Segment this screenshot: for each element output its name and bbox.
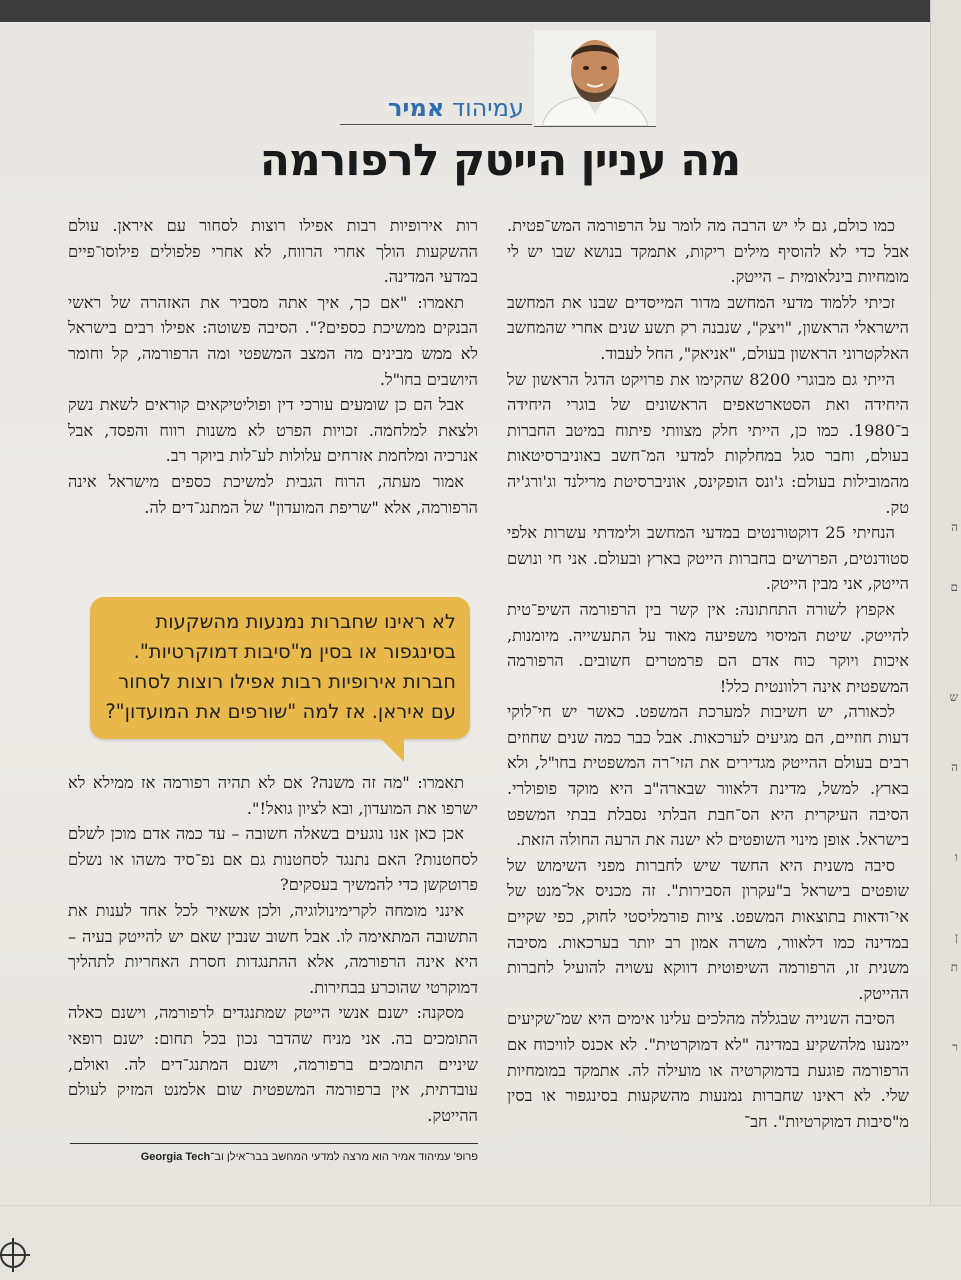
byline-box bbox=[340, 92, 532, 125]
article-column-right bbox=[507, 213, 909, 1134]
article-column-left-top bbox=[68, 213, 478, 520]
paragraph: הסיבה השנייה שבגללה מהלכים עלינו אימים היא שמ־שקיעים יימנעו מלהשקיע במדינה "לא דמוקרטית". לא אכנס לוויכוח אם הרפורמה פוגעת בדמוקרטיה או מועילה לה. אתמקד במומחיות שלי. לא ראינו שחברות נמנעות מהשקעות בסינגפור או בסין מ"סיבות דמוקרטיות". חב־ bbox=[507, 1009, 909, 1131]
pull-quote-text: לא ראינו שחברות נמנעות מהשקעות בסינגפור או בסין מ"סיבות דמוקרטיות". חברות אירופיות רבות אפילו רוצות לסחור עם איראן. אז למה "שורפים את המועדון"? bbox=[105, 610, 456, 723]
paragraph: זכיתי ללמוד מדעי המחשב מדור המייסדים שבנו את המחשב הישראלי הראשון, "ויצק", שנבנה רק תשע שנים אחרי שהמחשב האלקטרוני הראשון בעולם, "אניאק", החל לעבוד. bbox=[507, 292, 909, 363]
footnote-text: פרופ' עמיהוד אמיר הוא מרצה למדעי המחשב בבר־אילן וב־ bbox=[210, 1151, 478, 1163]
author-footnote bbox=[70, 1150, 478, 1164]
paragraph: אקפוץ לשורה התחתונה: אין קשר בין הרפורמה השיפ־טית להייטק. שיטת המיסוי משפיעה מאוד על התעשייה. מיומנות, איכות ויוקר כוח אדם הם פרמטרים חשובים. הרפורמה המשפטית אינה רלוונטית כלל! bbox=[507, 599, 909, 696]
paragraph: אמור מעתה, הרוח הגבית למשיכת כספים מישראל אינה הרפורמה, אלא "שריפת המועדון" של המתנג־דים לה. bbox=[68, 471, 478, 517]
paragraph: אינני מומחה לקרימינולוגיה, ולכן אשאיר לכל אחד לענות את התשובה המתאימה לו. אבל חשוב שנבין שאם יש להייטק בעיה – היא אינה הרפורמה, אלא ההתנגדות חסרת האחריות לתהליך דמוקרטי שהוכרע בבחירות. bbox=[68, 900, 478, 997]
edge-fragment: ה bbox=[951, 520, 958, 534]
article-headline: מה עניין הייטק לרפורמה bbox=[259, 135, 741, 186]
paragraph: מסקנה: ישנם אנשי הייטק שמתנגדים לרפורמה, וישנם כאלה התומכים בה. אני מניח שהדבר נכון בכל תחום: ישנם רופאי שיניים התומכים ברפורמה, וישנם המתנג־דים לה. ואולם, עובדתית, אין ברפורמה המשפטית שום אלמנט המזיק לעולם ההייטק. bbox=[68, 1003, 478, 1125]
author-photo bbox=[534, 30, 656, 127]
footnote-institution: Georgia Tech bbox=[140, 1151, 211, 1163]
pull-quote-box bbox=[90, 597, 470, 739]
paragraph: אכן כאן אנו נוגעים בשאלה חשובה – עד כמה אדם מוכן לשלם לסחטנות? האם נתנגד לסחטנות גם אם נפ־סיד משהו או נשלם פרוטקשן כדי להמשיך בעסקים? bbox=[68, 824, 478, 895]
paragraph: לכאורה, יש חשיבות למערכת המשפט. כאשר יש חי־לוקי דעות חוזיים, הם מגיעים לערכאות. אבל כבר כמה שנים שחוזים רבים בעולם ההייטק מגדירים את הזי־רה המשפטית בחו"ל, ולא בארץ. למשל, מדינת דלאוור שבארה"ב היא מוקד פופולרי. הסיבה העיקרית היא הס־חבת הבלתי נסבלת בבתי המשפט בישראל. אופן מינוי השופטים לא ישנה את הרעה החולה הזאת. bbox=[507, 702, 909, 850]
edge-fragment: ש bbox=[949, 690, 958, 704]
pull-quote-tail bbox=[378, 736, 404, 762]
edge-fragment: ר bbox=[952, 1040, 958, 1054]
author-portrait-icon bbox=[534, 30, 656, 126]
page-bottom-margin bbox=[0, 1205, 961, 1280]
edge-fragment: ת bbox=[950, 960, 958, 974]
paragraph: הנחיתי 25 דוקטורנטים במדעי המחשב ולימדתי עשרות אלפי סטודנטים, הפרושים בחברות הייטק בארץ ובעולם. אני חי ונושם הייטק, אני מבין הייטק. bbox=[507, 523, 909, 594]
paragraph: תאמרו: "מה זה משנה? אם לא תהיה רפורמה אז ממילא לא ישרפו את המועדון, ובא לציון גואל!". bbox=[68, 773, 478, 818]
edge-fragment: ם bbox=[950, 580, 958, 594]
registration-mark-icon bbox=[0, 1242, 26, 1268]
author-first-name: עמיהוד bbox=[451, 94, 524, 122]
paragraph: תאמרו: "אם כך, איך אתה מסביר את האזהרה של ראשי הבנקים ממשיכת כספים?". הסיבה פשוטה: אפילו רבים בישראל לא ממש מבינים מה המצב המשפטי ומה הרפורמה, קל וחומר היושבים בחו"ל. bbox=[68, 292, 478, 389]
paragraph: רות אירופיות רבות אפילו רוצות לסחור עם איראן. עולם ההשקעות הולך אחרי הרווח, לא אחרי פלפולים פילוסו־פיים במדעי המדינה. bbox=[68, 216, 478, 287]
article-column-left-bottom bbox=[68, 770, 478, 1128]
edge-fragment: ן bbox=[954, 930, 958, 944]
top-dark-border bbox=[0, 0, 961, 22]
author-last-name: אמיר bbox=[387, 94, 445, 122]
adjacent-column-edge bbox=[930, 0, 961, 1280]
author-byline bbox=[388, 94, 524, 122]
paragraph: אבל הם כן שומעים עורכי דין ופוליטיקאים קוראים לשאת נשק ולצאת למלחמה. זכויות הפרט לא משנות רווח והפסד, אבל אנרכיה ומלחמת אזרחים עלולות לע־לות ביוקר רב. bbox=[68, 395, 478, 466]
paragraph: כמו כולם, גם לי יש הרבה מה לומר על הרפורמה המש־פטית. אבל כדי לא להוסיף מילים ריקות, אתמקד בנושא שבו יש לי מומחיות בינלאומית – הייטק. bbox=[507, 216, 909, 287]
footnote-divider bbox=[70, 1143, 478, 1144]
edge-fragment: ה bbox=[951, 760, 958, 774]
paragraph: סיבה משנית היא החשד שיש לחברות מפני השימוש של שופטים בישראל ב"עקרון הסבירות". זה מכניס אל־מנט של אי־ודאות בתוצאות המשפט. ציות פורמליסטי לחוק, כפי שקיים במדינה כמו דלאוור, משרה אמון רב יותר בערכאות. מסיבה משנית זו, הרפורמה השיפוטית דווקא עשויה להועיל לחברות ההייטק. bbox=[507, 855, 909, 1003]
paragraph: הייתי גם מבוגרי 8200 שהקימו את פרויקט הדגל הראשון של היחידה ואת הסטארטאפים הראשונים של בוגרי היחידה ב־1980. כמו כן, הייתי חלק מצוותי פיתוח במיטב החברות בעולם, וחבר סגל במחלקות למדעי המ־חשב באוניברסיטאות מהמובילות בעולם: ג'ונס הופקינס, אוניברסיטת מרילנד וג'ורג'יה טק. bbox=[507, 369, 909, 517]
edge-fragment: ו bbox=[954, 850, 958, 864]
